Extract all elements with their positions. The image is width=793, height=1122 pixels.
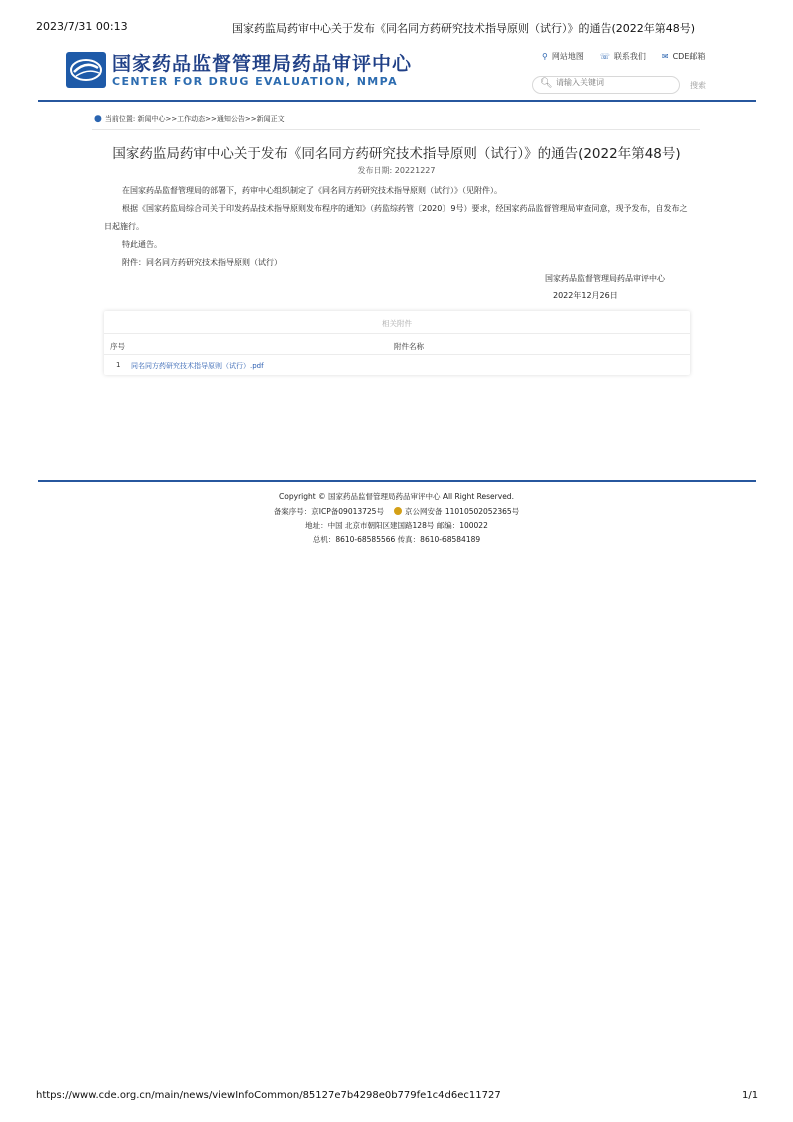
column-header-name: 附件名称: [394, 342, 424, 351]
contact-label: 联系我们: [613, 52, 646, 61]
article-title: 国家药监局药审中心关于发布《同名同方药研究技术指导原则（试行）》的通告(2022年第48号): [112, 146, 681, 162]
mail-icon: ✉: [661, 52, 669, 61]
publish-date-value: 20221227: [394, 166, 436, 175]
mail-label: CDE邮箱: [672, 52, 706, 61]
contact-link[interactable]: [600, 51, 646, 62]
attachments-divider: [104, 333, 690, 334]
attachments-title: 相关附件: [382, 319, 412, 328]
signature-date: 2022年12月26日: [553, 291, 618, 300]
article-paragraph: 在国家药品监督管理局的部署下，药审中心组织制定了《同名同方药研究技术指导原则（试行）》（见附件）。: [122, 186, 502, 195]
cde-logo[interactable]: [66, 52, 106, 88]
header-divider: [38, 100, 756, 102]
attachments-header-divider: [104, 354, 690, 355]
breadcrumb: [94, 114, 285, 124]
print-url: https://www.cde.org.cn/main/news/viewInfoCommon/85127e7b4298e0b779fe1c4d6ec11727: [36, 1090, 501, 1101]
search-button[interactable]: 搜索: [690, 81, 706, 90]
print-page-number: 1/1: [742, 1090, 759, 1101]
print-timestamp: 2023/7/31 00:13: [36, 20, 128, 33]
location-icon: ⚲: [542, 52, 548, 61]
footer-registration: [0, 506, 793, 517]
phone-icon: ☏: [599, 52, 610, 61]
search-icon: 🔍︎: [540, 78, 553, 89]
police-badge-icon: [394, 507, 402, 515]
breadcrumb-divider: [92, 129, 700, 130]
article-paragraph: 根据《国家药监局综合司关于印发药品技术指导原则发布程序的通知》（药监综药管〔2020〕9号）要求，经国家药品监督管理局审查同意，现予发布，自发布之日起施行。: [104, 204, 688, 231]
sitemap-link[interactable]: [542, 51, 584, 62]
brand-name-cn: 国家药品监督管理局药品审评中心: [112, 53, 413, 75]
breadcrumb-path[interactable]: 新闻中心>>工作动态>>通知公告>>新闻正文: [137, 115, 285, 123]
top-links: [542, 51, 705, 62]
column-header-no: 序号: [110, 342, 125, 351]
attachment-row-no: 1: [116, 361, 121, 369]
footer-police[interactable]: 京公网安备 11010502052365号: [404, 507, 520, 516]
breadcrumb-label: 当前位置:: [104, 115, 136, 123]
brand-name-en: CENTER FOR DRUG EVALUATION, NMPA: [112, 75, 399, 88]
logo-icon: [66, 52, 106, 88]
article-paragraph: 特此通告。: [122, 240, 162, 249]
footer-phone: 总机：8610-68585566 传真：8610-68584189: [312, 535, 481, 544]
sitemap-label: 网站地图: [551, 52, 584, 61]
article-paragraph: 附件：同名同方药研究技术指导原则（试行）: [122, 258, 282, 267]
attachment-link[interactable]: 同名同方药研究技术指导原则（试行）.pdf: [131, 362, 264, 370]
publish-date: [0, 165, 793, 176]
mail-link[interactable]: [662, 51, 706, 62]
publish-date-label: 发布日期:: [357, 166, 393, 175]
location-pin-icon: ●: [94, 114, 102, 124]
footer-icp[interactable]: 备案序号：京ICP备09013725号: [273, 507, 384, 516]
search-input[interactable]: [556, 78, 666, 87]
signature-org: 国家药品监督管理局药品审评中心: [545, 274, 665, 283]
footer-copyright: Copyright © 国家药品监督管理局药品审评中心 All Right Reserved.: [279, 492, 514, 501]
footer-divider: [38, 480, 756, 482]
footer-address: 地址：中国 北京市朝阳区建国路128号 邮编：100022: [305, 521, 488, 530]
print-page-title: 国家药监局药审中心关于发布《同名同方药研究技术指导原则（试行）》的通告(2022年第48号): [232, 22, 696, 35]
